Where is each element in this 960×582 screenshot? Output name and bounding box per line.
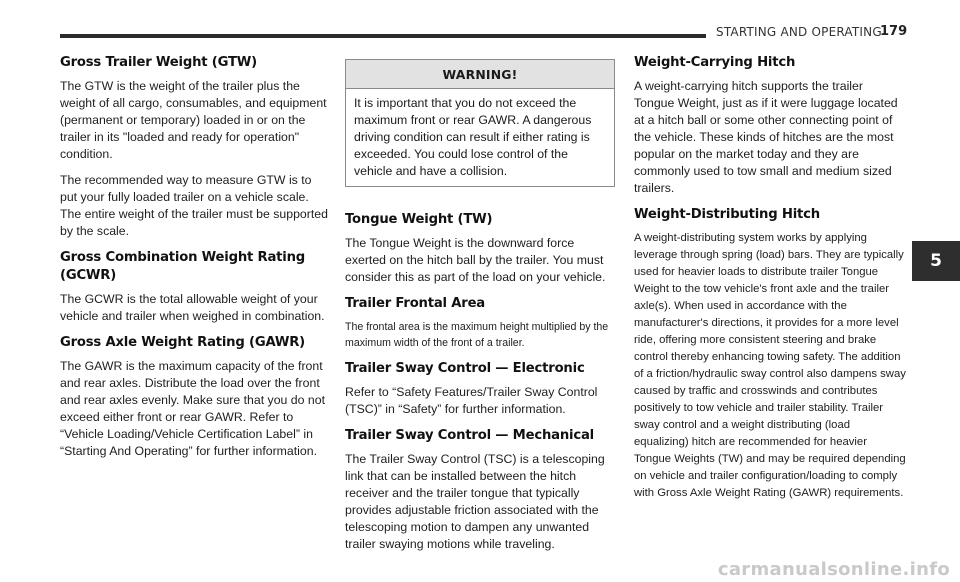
section-gtw: [60, 54, 328, 240]
header-rule: [60, 34, 706, 38]
column-right: [634, 54, 906, 511]
warning-title: WARNING!: [346, 60, 614, 89]
section-heading: Gross Axle Weight Rating (GAWR): [60, 335, 305, 350]
column-left: [60, 54, 328, 469]
section-heading: Trailer Sway Control — Electronic: [345, 361, 585, 376]
column-middle: [345, 57, 615, 562]
paragraph: The Trailer Sway Control (TSC) is a telescoping link that can be installed between the hitch receiver and the trailer tongue that typically provides adjustable friction associated with the telescoping motion to dampen any unwanted trailer swaying motions while traveling.: [345, 452, 605, 551]
paragraph: The Tongue Weight is the downward force exerted on the hitch ball by the trailer. You must consider this as part of the load on your vehicle.: [345, 236, 606, 284]
warning-box: [345, 59, 615, 187]
section-sway-mechanical: [345, 427, 615, 553]
paragraph: A weight-distributing system works by applying leverage through spring (load) bars. They are typically used for heavier loads to distribute trailer Tongue Weight to the tow vehicle's front axle and the trailer axle(s). When used in accordance with the manufacturer's directions, it provides for a more level ride, offering more consistent steering and brake control thereby enhancing towing safety. The addition of a friction/hydraulic sway control also dampens sway caused by traffic and crosswinds and contributes positively to tow vehicle and trailer stability. Trailer sway control and a weight distributing (load equalizing) hitch are recommended for heavier Tongue Weights (TW) and may be required depending on vehicle and trailer configuration/loading to comply with Gross Axle Weight Rating (GAWR) requirements.: [634, 232, 906, 499]
paragraph: The recommended way to measure GTW is to put your fully loaded trailer on a vehicle scale. The entire weight of the trailer must be supported by the scale.: [60, 173, 328, 238]
paragraph: Refer to “Safety Features/Trailer Sway Control (TSC)” in “Safety” for further information.: [345, 385, 598, 416]
paragraph: A weight-carrying hitch supports the trailer Tongue Weight, just as if it were luggage located at a hitch ball or some other connecting point of the vehicle. These kinds of hitches are the most popular on the market today and they are commonly used to tow small and medium sized trailers.: [634, 79, 898, 195]
paragraph: The frontal area is the maximum height multiplied by the maximum width of the front of a trailer.: [345, 321, 609, 349]
section-heading: Tongue Weight (TW): [345, 212, 493, 227]
watermark: carmanualsonline.info: [717, 559, 950, 580]
warning-body: It is important that you do not exceed the maximum front or rear GAWR. A dangerous driving condition can result if either rating is exceeded. You could lose control of the vehicle and have a collision.: [354, 96, 592, 178]
running-header: STARTING AND OPERATING: [716, 25, 882, 39]
chapter-tab-label: 5: [930, 251, 942, 271]
page-number: 179: [880, 24, 908, 39]
section-heading: Trailer Frontal Area: [345, 296, 486, 311]
paragraph: The GAWR is the maximum capacity of the front and rear axles. Distribute the load over the front and rear axles evenly. Make sure that you do not exceed either front or rear GAWR. Refer to “Vehicle Loading/Vehicle Certification Label” in “Starting And Operating” for further information.: [60, 359, 325, 458]
section-frontal-area: [345, 295, 615, 351]
section-weight-distributing-hitch: [634, 206, 906, 502]
section-heading: Gross Trailer Weight (GTW): [60, 55, 257, 70]
section-weight-carrying-hitch: [634, 54, 906, 197]
section-heading: Weight-Carrying Hitch: [634, 55, 796, 70]
paragraph: The GCWR is the total allowable weight of your vehicle and trailer when weighed in combination.: [60, 292, 325, 323]
paragraph: The GTW is the weight of the trailer plus the weight of all cargo, consumables, and equipment (permanent or temporary) loaded in or on the trailer in its "loaded and ready for operation" condition.: [60, 79, 327, 161]
section-heading: Gross Combination Weight Rating (GCWR): [60, 250, 306, 283]
section-gawr: [60, 334, 328, 460]
section-tongue-weight: [345, 211, 615, 286]
section-heading: Weight-Distributing Hitch: [634, 207, 820, 222]
section-heading: Trailer Sway Control — Mechanical: [345, 428, 594, 443]
chapter-tab[interactable]: [912, 241, 960, 281]
section-gcwr: [60, 249, 328, 325]
section-sway-electronic: [345, 360, 615, 418]
